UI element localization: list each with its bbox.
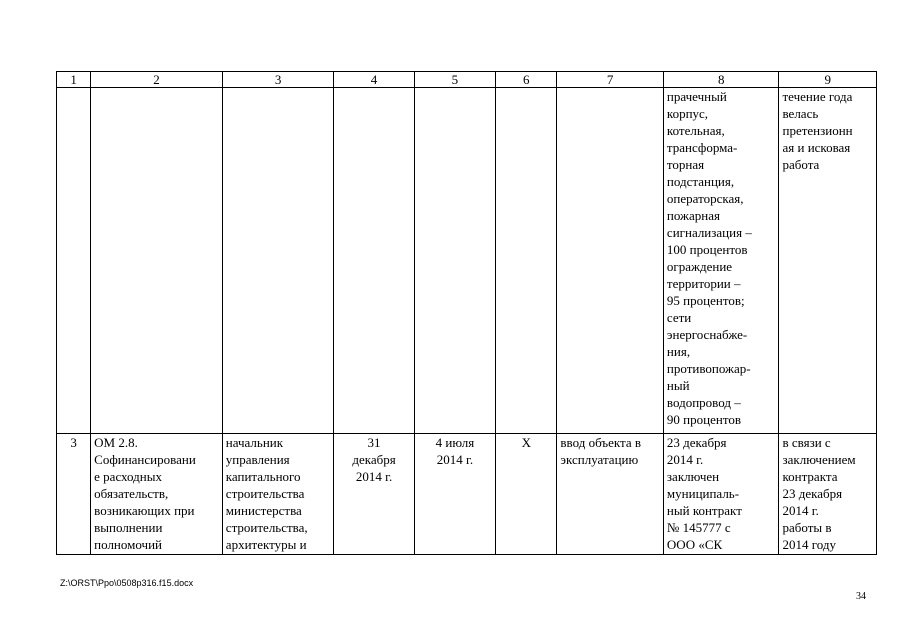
header-cell: 4 <box>334 72 414 88</box>
notes-cell: в связи с заключением контракта 23 декабря 2014 г. работы в 2014 году <box>779 434 877 555</box>
report-table <box>56 71 877 555</box>
notes-cell: течение года велась претензионн ая и исковая работа <box>779 88 877 434</box>
header-cell: 1 <box>57 72 91 88</box>
table-cell <box>222 88 334 434</box>
header-cell: 6 <box>496 72 557 88</box>
footer-file-path: Z:\ORST\Ppo\0508p316.f15.docx <box>60 578 194 588</box>
expected-result-cell: ввод объекта в эксплуатацию <box>557 434 664 555</box>
progress-description-cell: 23 декабря 2014 г. заключен муниципаль- ный контракт № 145777 с ООО «СК <box>663 434 779 555</box>
header-cell: 8 <box>663 72 779 88</box>
table-cell <box>91 88 223 434</box>
planned-date-cell: 31 декабря 2014 г. <box>334 434 414 555</box>
mark-cell: Х <box>496 434 557 555</box>
table-cell <box>57 88 91 434</box>
progress-description-cell: прачечный корпус, котельная, трансформа- торная подстанция, операторская, пожарная сигнализация – 100 процентов ограждение территории – 95 процентов; сети энергоснабже- ния, противопожар- ный водопровод – 90 процентов <box>663 88 779 434</box>
row-number-cell: 3 <box>57 434 91 555</box>
table-cell <box>496 88 557 434</box>
header-cell: 9 <box>779 72 877 88</box>
table-cell <box>334 88 414 434</box>
page-number: 34 <box>856 591 866 602</box>
header-cell: 3 <box>222 72 334 88</box>
header-cell: 7 <box>557 72 664 88</box>
actual-date-cell: 4 июля 2014 г. <box>414 434 495 555</box>
table-header-row <box>57 72 877 88</box>
header-cell: 5 <box>414 72 495 88</box>
table-row-continued <box>57 88 877 434</box>
table-cell <box>414 88 495 434</box>
responsible-cell: начальник управления капитального строительства министерства строительства, архитектуры и <box>222 434 334 555</box>
table-row-3 <box>57 434 877 555</box>
measure-name-cell: ОМ 2.8. Софинансировани е расходных обязательств, возникающих при выполнении полномочий <box>91 434 223 555</box>
header-cell: 2 <box>91 72 223 88</box>
table-cell <box>557 88 664 434</box>
